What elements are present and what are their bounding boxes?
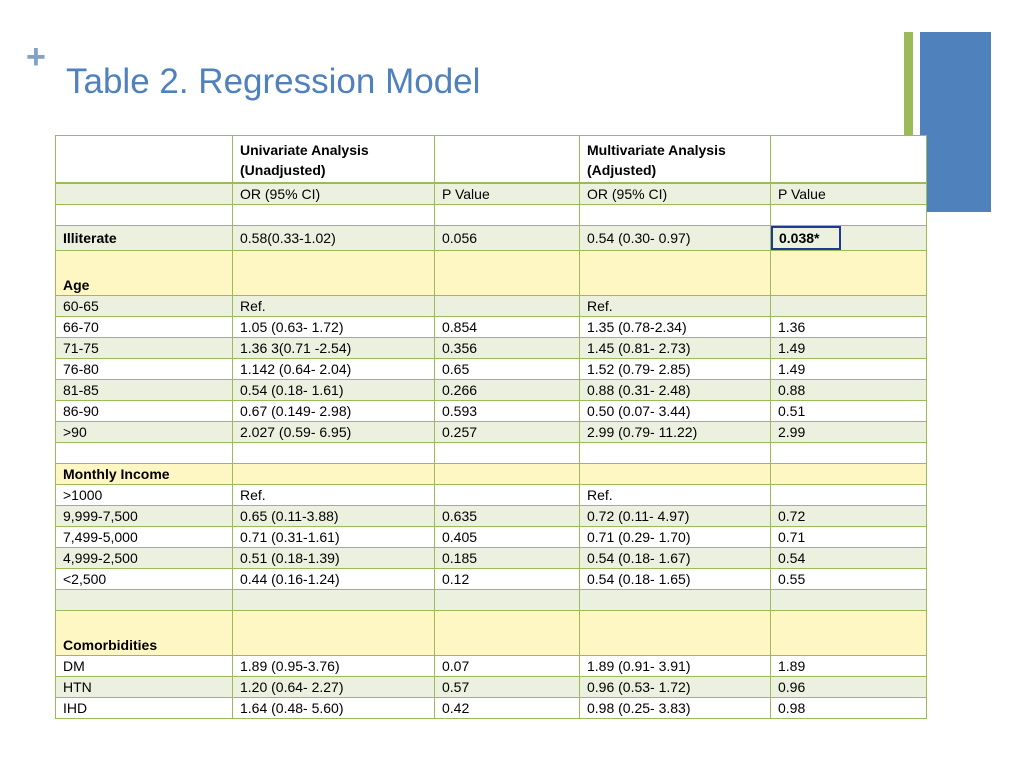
subheader-cell: P Value bbox=[771, 183, 927, 205]
table-row bbox=[56, 698, 927, 719]
decorative-blue-block bbox=[920, 32, 991, 212]
table-cell bbox=[435, 296, 580, 317]
table-cell: 1.49 bbox=[771, 359, 927, 380]
significant-value-highlight: 0.038* bbox=[771, 226, 841, 250]
table-cell bbox=[771, 226, 927, 251]
table-cell: 0.54 (0.18- 1.67) bbox=[580, 548, 771, 569]
header-empty-cell bbox=[56, 136, 233, 184]
table-row-empty bbox=[56, 205, 927, 226]
table-cell: 0.71 (0.31-1.61) bbox=[233, 527, 435, 548]
table-cell: 0.96 (0.53- 1.72) bbox=[580, 677, 771, 698]
row-label: Illiterate bbox=[56, 226, 233, 251]
table-header-row bbox=[56, 136, 927, 184]
table-row bbox=[56, 338, 927, 359]
table-cell: 0.54 (0.30- 0.97) bbox=[580, 226, 771, 251]
table-cell: 1.49 bbox=[771, 338, 927, 359]
table-cell: 0.635 bbox=[435, 506, 580, 527]
table-cell: 1.52 (0.79- 2.85) bbox=[580, 359, 771, 380]
row-label: >1000 bbox=[56, 485, 233, 506]
table-row bbox=[56, 226, 927, 251]
table-cell: 0.51 bbox=[771, 401, 927, 422]
table-cell: 0.54 (0.18- 1.61) bbox=[233, 380, 435, 401]
table-row-empty bbox=[56, 590, 927, 611]
table-cell: 0.57 bbox=[435, 677, 580, 698]
table-cell: 0.98 bbox=[771, 698, 927, 719]
section-label: Monthly Income bbox=[56, 464, 233, 485]
row-label: 66-70 bbox=[56, 317, 233, 338]
table-cell bbox=[771, 485, 927, 506]
table-cell: 0.405 bbox=[435, 527, 580, 548]
table-cell: 0.72 (0.11- 4.97) bbox=[580, 506, 771, 527]
table-row bbox=[56, 317, 927, 338]
table-cell: 0.88 (0.31- 2.48) bbox=[580, 380, 771, 401]
row-label: 60-65 bbox=[56, 296, 233, 317]
table-cell: 1.89 (0.95-3.76) bbox=[233, 656, 435, 677]
row-label: 81-85 bbox=[56, 380, 233, 401]
table-cell: 0.50 (0.07- 3.44) bbox=[580, 401, 771, 422]
section-row bbox=[56, 251, 927, 296]
table-cell: 0.72 bbox=[771, 506, 927, 527]
univariate-header bbox=[233, 136, 435, 184]
row-label: DM bbox=[56, 656, 233, 677]
table-cell: 1.64 (0.48- 5.60) bbox=[233, 698, 435, 719]
table-row bbox=[56, 359, 927, 380]
table-cell: 0.51 (0.18-1.39) bbox=[233, 548, 435, 569]
row-label: 4,999-2,500 bbox=[56, 548, 233, 569]
table-cell: 2.99 (0.79- 11.22) bbox=[580, 422, 771, 443]
row-label: 9,999-7,500 bbox=[56, 506, 233, 527]
table-cell: 0.98 (0.25- 3.83) bbox=[580, 698, 771, 719]
section-row bbox=[56, 464, 927, 485]
table-cell: 0.056 bbox=[435, 226, 580, 251]
table-cell: 1.05 (0.63- 1.72) bbox=[233, 317, 435, 338]
table-cell: 0.266 bbox=[435, 380, 580, 401]
table-row-empty bbox=[56, 443, 927, 464]
table-cell: 1.36 bbox=[771, 317, 927, 338]
table-cell: 0.58(0.33-1.02) bbox=[233, 226, 435, 251]
header-empty-cell bbox=[435, 136, 580, 184]
header-empty-cell bbox=[771, 136, 927, 184]
table-cell: 0.257 bbox=[435, 422, 580, 443]
table-cell: Ref. bbox=[233, 485, 435, 506]
table-cell: 1.142 (0.64- 2.04) bbox=[233, 359, 435, 380]
table-row bbox=[56, 569, 927, 590]
section-label: Age bbox=[56, 251, 233, 296]
table-cell: 1.35 (0.78-2.34) bbox=[580, 317, 771, 338]
multivariate-header-line2: (Adjusted) bbox=[587, 162, 657, 178]
row-label: IHD bbox=[56, 698, 233, 719]
table-cell: 0.185 bbox=[435, 548, 580, 569]
row-label: HTN bbox=[56, 677, 233, 698]
table-row bbox=[56, 527, 927, 548]
table-row bbox=[56, 296, 927, 317]
table-cell: 2.99 bbox=[771, 422, 927, 443]
section-row bbox=[56, 611, 927, 656]
table-row bbox=[56, 677, 927, 698]
row-label: <2,500 bbox=[56, 569, 233, 590]
table-row bbox=[56, 548, 927, 569]
table-cell: 1.89 bbox=[771, 656, 927, 677]
table-row bbox=[56, 401, 927, 422]
table-cell: 0.71 bbox=[771, 527, 927, 548]
row-label: 86-90 bbox=[56, 401, 233, 422]
table-cell: Ref. bbox=[580, 296, 771, 317]
subheader-cell: P Value bbox=[435, 183, 580, 205]
subheader-cell: OR (95% CI) bbox=[233, 183, 435, 205]
table-cell: 0.854 bbox=[435, 317, 580, 338]
row-label: >90 bbox=[56, 422, 233, 443]
table-cell: 0.54 (0.18- 1.65) bbox=[580, 569, 771, 590]
table-cell: 0.54 bbox=[771, 548, 927, 569]
table-cell: Ref. bbox=[233, 296, 435, 317]
table-row bbox=[56, 380, 927, 401]
table-row bbox=[56, 485, 927, 506]
table-cell: 0.65 bbox=[435, 359, 580, 380]
table-cell: 0.65 (0.11-3.88) bbox=[233, 506, 435, 527]
table-row bbox=[56, 422, 927, 443]
table-cell: 1.89 (0.91- 3.91) bbox=[580, 656, 771, 677]
table-cell: 1.45 (0.81- 2.73) bbox=[580, 338, 771, 359]
univariate-header-line1: Univariate Analysis bbox=[240, 142, 369, 158]
table-cell: 0.96 bbox=[771, 677, 927, 698]
table-cell: 1.36 3(0.71 -2.54) bbox=[233, 338, 435, 359]
row-label: 7,499-5,000 bbox=[56, 527, 233, 548]
table-cell: 0.356 bbox=[435, 338, 580, 359]
multivariate-header-line1: Multivariate Analysis bbox=[587, 142, 726, 158]
table-cell: 0.44 (0.16-1.24) bbox=[233, 569, 435, 590]
table-cell bbox=[56, 183, 233, 205]
table-cell: 2.027 (0.59- 6.95) bbox=[233, 422, 435, 443]
univariate-header-line2: (Unadjusted) bbox=[240, 162, 326, 178]
table-cell: 0.12 bbox=[435, 569, 580, 590]
table-cell bbox=[771, 296, 927, 317]
row-label: 71-75 bbox=[56, 338, 233, 359]
table-cell: 0.88 bbox=[771, 380, 927, 401]
row-label: 76-80 bbox=[56, 359, 233, 380]
table-cell: 0.55 bbox=[771, 569, 927, 590]
table-cell: 1.20 (0.64- 2.27) bbox=[233, 677, 435, 698]
plus-icon: + bbox=[26, 38, 46, 76]
slide-title: Table 2. Regression Model bbox=[66, 62, 481, 101]
subheader-cell: OR (95% CI) bbox=[580, 183, 771, 205]
table-cell: Ref. bbox=[580, 485, 771, 506]
section-label: Comorbidities bbox=[56, 611, 233, 656]
table-cell: 0.67 (0.149- 2.98) bbox=[233, 401, 435, 422]
table-row bbox=[56, 506, 927, 527]
table-row bbox=[56, 656, 927, 677]
table-cell bbox=[435, 485, 580, 506]
regression-table bbox=[55, 135, 927, 719]
subheader-row bbox=[56, 183, 927, 205]
table-cell: 0.71 (0.29- 1.70) bbox=[580, 527, 771, 548]
table-cell: 0.07 bbox=[435, 656, 580, 677]
multivariate-header bbox=[580, 136, 771, 184]
table-cell: 0.42 bbox=[435, 698, 580, 719]
table-cell: 0.593 bbox=[435, 401, 580, 422]
